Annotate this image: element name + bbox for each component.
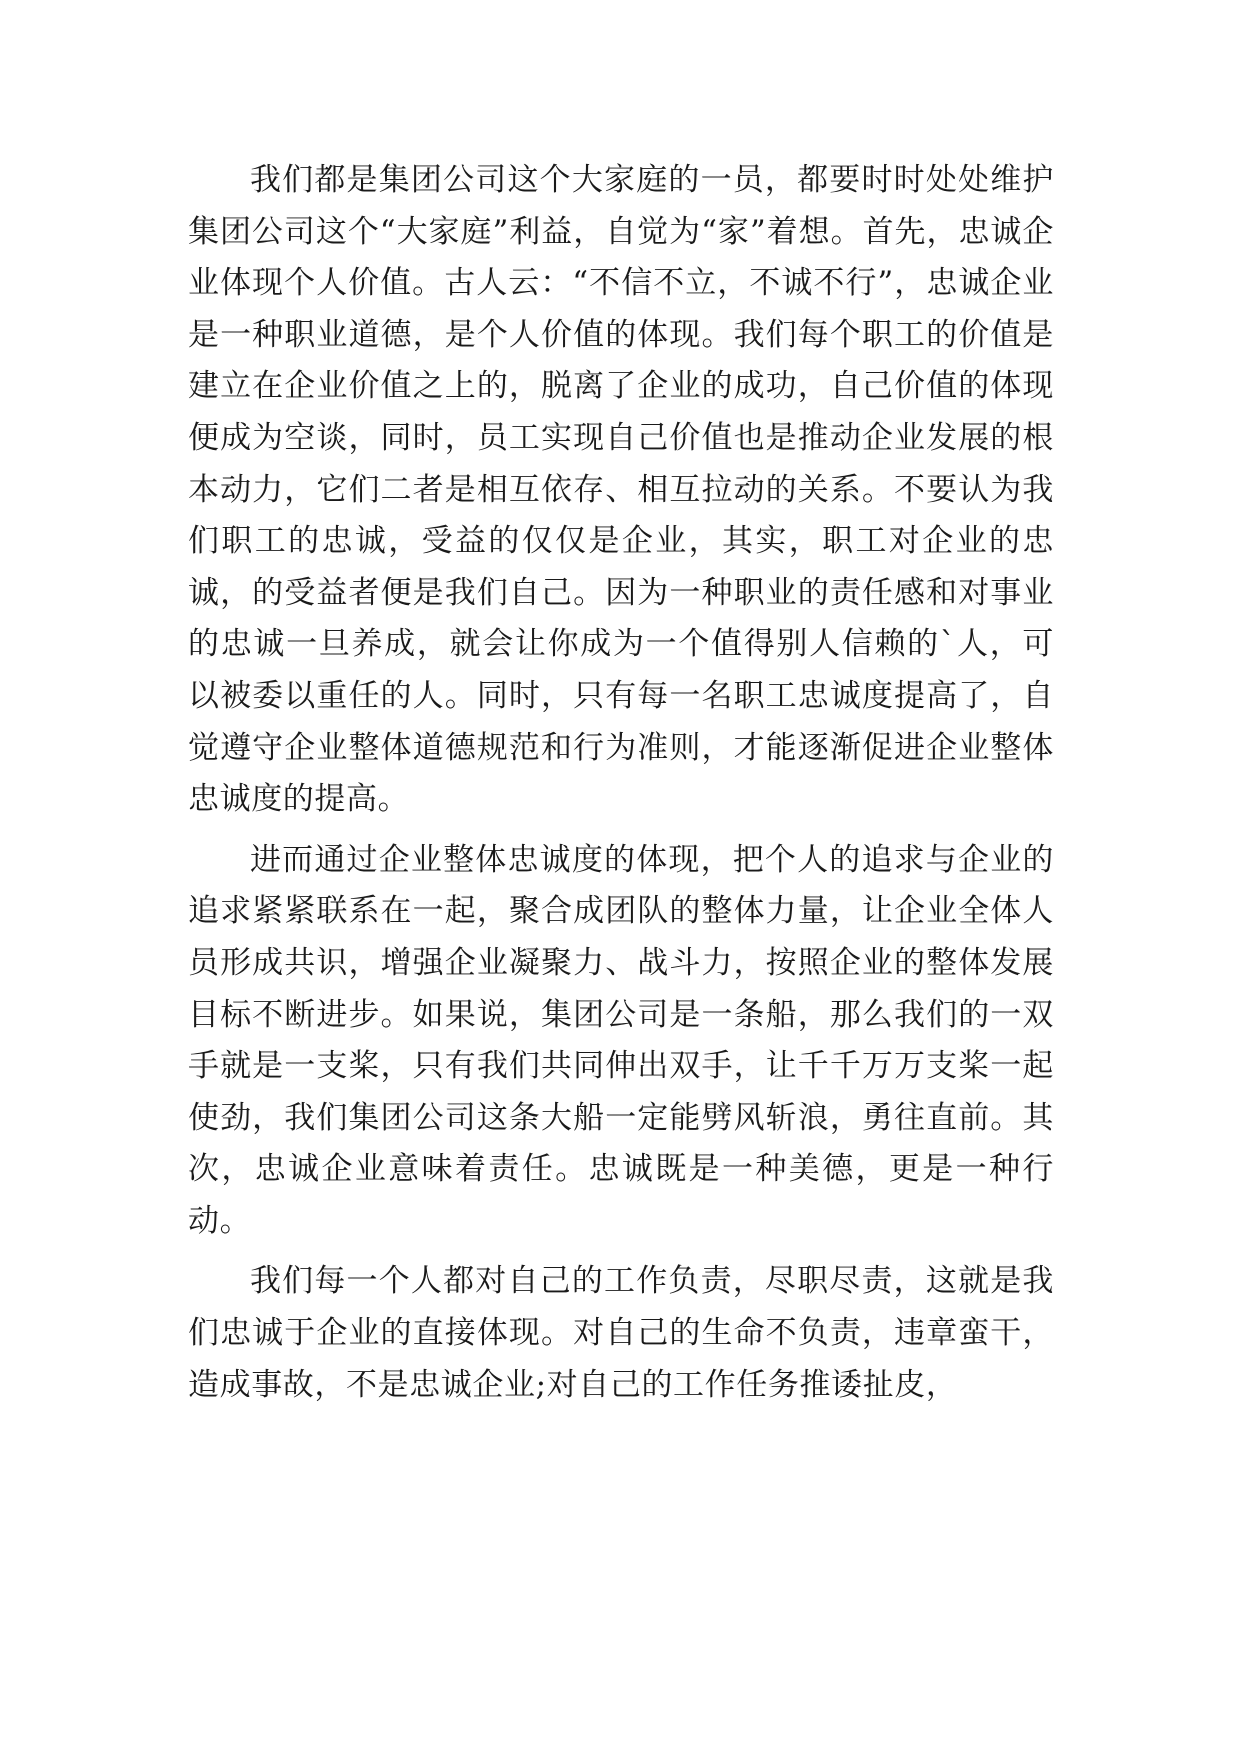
body-text — [188, 155, 1054, 1411]
paragraph-2: 进而通过企业整体忠诚度的体现，把个人的追求与企业的追求紧紧联系在一起，聚合成团队的整体力量，让企业全体人员形成共识，增强企业凝聚力、战斗力，按照企业的整体发展目标不断进步。如果说，集团公司是一条船，那么我们的一双手就是一支桨，只有我们共同伸出双手，让千千万万支桨一起使劲，我们集团公司这条大船一定能劈风斩浪，勇往直前。其次，忠诚企业意味着责任。忠诚既是一种美德，更是一种行动。 — [188, 841, 1054, 1239]
paragraph-3: 我们每一个人都对自己的工作负责，尽职尽责，这就是我们忠诚于企业的直接体现。对自己的生命不负责，违章蛮干，造成事故，不是忠诚企业;对自己的工作任务推诿扯皮， — [188, 1263, 1054, 1403]
paragraph-1: 我们都是集团公司这个大家庭的一员，都要时时处处维护集团公司这个“大家庭”利益，自觉为“家”着想。首先，忠诚企业体现个人价值。古人云：“不信不立，不诚不行”，忠诚企业是一种职业道德，是个人价值的体现。我们每个职工的价值是建立在企业价值之上的，脱离了企业的成功，自己价值的体现便成为空谈，同时，员工实现自己价值也是推动企业发展的根本动力，它们二者是相互依存、相互拉动的关系。不要认为我们职工的忠诚，受益的仅仅是企业，其实，职工对企业的忠诚，的受益者便是我们自己。因为一种职业的责任感和对事业的忠诚一旦养成，就会让你成为一个值得别人信赖的`人，可以被委以重任的人。同时，只有每一名职工忠诚度提高了，自觉遵守企业整体道德规范和行为准则，才能逐渐促进企业整体忠诚度的提高。 — [188, 162, 1054, 818]
